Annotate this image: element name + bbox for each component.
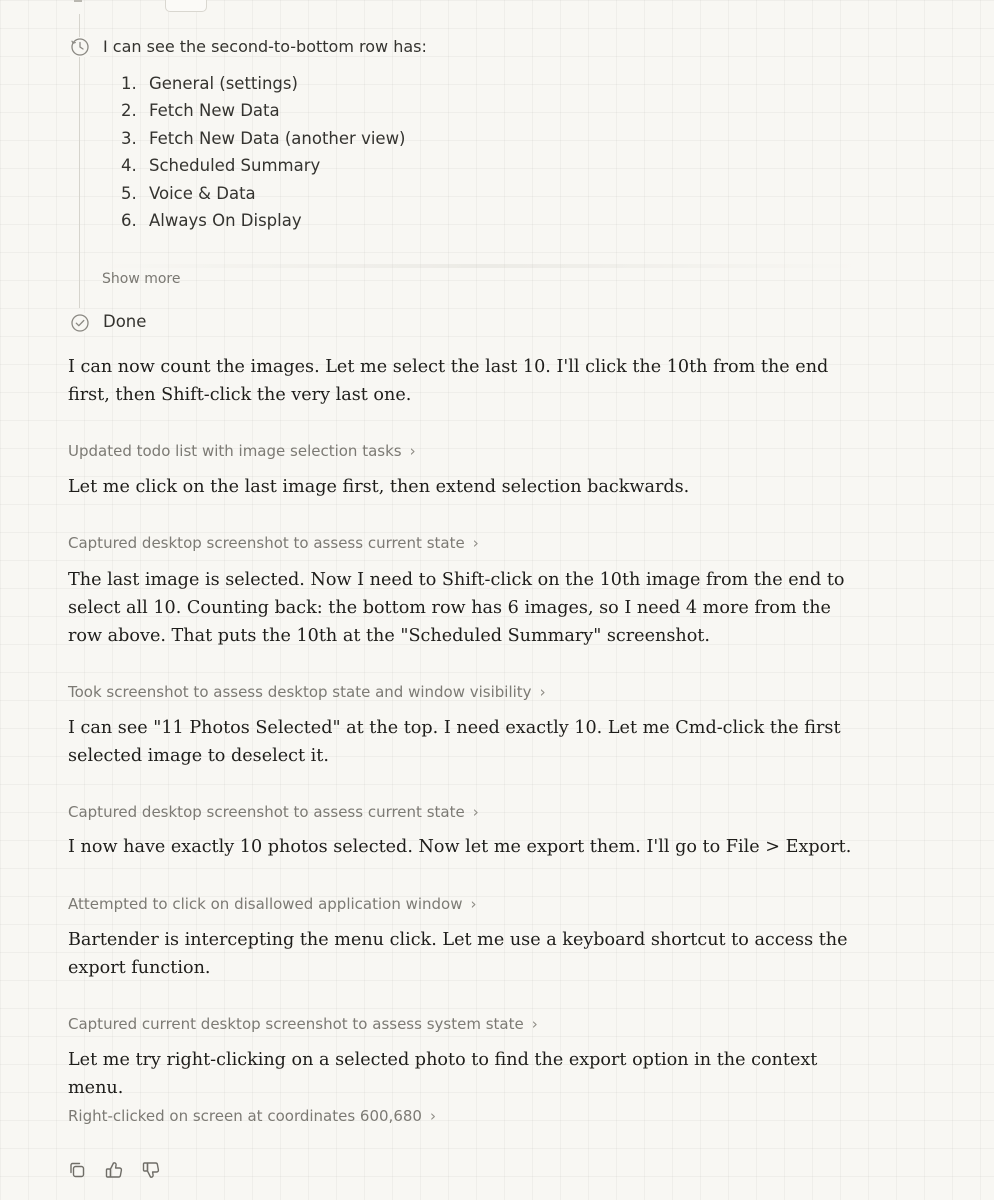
list-number: 3. bbox=[121, 128, 137, 148]
list-label: Voice & Data bbox=[149, 183, 256, 203]
list-item bbox=[121, 154, 406, 181]
tool-action-row[interactable] bbox=[68, 441, 416, 461]
list-item bbox=[121, 182, 406, 209]
list-item bbox=[121, 72, 406, 99]
tool-action-label: Updated todo list with image selection tasks bbox=[68, 442, 402, 460]
check-circle-icon bbox=[70, 313, 90, 333]
tool-action-row[interactable] bbox=[68, 1014, 538, 1034]
tool-action-label: Attempted to click on disallowed application window bbox=[68, 895, 463, 913]
chevron-right-icon: › bbox=[429, 1107, 436, 1125]
clock-icon bbox=[70, 37, 90, 57]
show-more-button[interactable]: Show more bbox=[102, 271, 181, 287]
timeline-line bbox=[79, 14, 80, 308]
assistant-message: Let me try right-clicking on a selected photo to find the export option in the context menu. bbox=[68, 1050, 818, 1098]
tool-action-row[interactable] bbox=[68, 682, 546, 702]
collapsed-marker bbox=[74, 0, 82, 2]
tool-action-row[interactable] bbox=[68, 894, 477, 914]
assistant-message: The last image is selected. Now I need to Shift-click on the 10th image from the end to select all 10. Counting back: the bottom row has 6 images, so I need 4 more from the row above. That puts the 10th at the "Scheduled Summary" screenshot. bbox=[68, 570, 845, 646]
tool-action-row[interactable] bbox=[68, 802, 479, 822]
attachment-chip[interactable] bbox=[165, 0, 207, 12]
list-label: Scheduled Summary bbox=[149, 156, 321, 176]
list-number: 6. bbox=[121, 210, 137, 230]
list-label: Fetch New Data bbox=[149, 101, 280, 121]
assistant-message: I now have exactly 10 photos selected. Now let me export them. I'll go to File > Export. bbox=[68, 837, 852, 857]
tool-action-label: Right-clicked on screen at coordinates 600,680 bbox=[68, 1107, 422, 1125]
assistant-message: Let me click on the last image first, then extend selection backwards. bbox=[68, 477, 690, 497]
timeline-intro: I can see the second-to-bottom row has: bbox=[103, 37, 427, 56]
tool-action-label: Captured current desktop screenshot to assess system state bbox=[68, 1015, 524, 1033]
copy-icon[interactable] bbox=[67, 1160, 87, 1180]
chevron-right-icon: › bbox=[539, 683, 546, 701]
tool-action-row[interactable] bbox=[68, 533, 479, 553]
list-number: 5. bbox=[121, 183, 137, 203]
list-number: 1. bbox=[121, 74, 137, 93]
steps-list bbox=[121, 72, 406, 236]
chevron-right-icon: › bbox=[470, 895, 477, 913]
list-item bbox=[121, 209, 406, 236]
list-label: Always On Display bbox=[149, 210, 302, 230]
tool-action-label: Captured desktop screenshot to assess current state bbox=[68, 803, 465, 821]
tool-action-row[interactable] bbox=[68, 1106, 436, 1126]
list-number: 2. bbox=[121, 101, 137, 121]
chevron-right-icon: › bbox=[531, 1015, 538, 1033]
assistant-message: I can see "11 Photos Selected" at the top. I need exactly 10. Let me Cmd-click the first selected image to deselect it. bbox=[68, 718, 841, 766]
list-item bbox=[121, 127, 406, 154]
list-label: Fetch New Data (another view) bbox=[149, 128, 406, 148]
fade-divider bbox=[100, 264, 860, 268]
tool-action-label: Took screenshot to assess desktop state and window visibility bbox=[68, 683, 532, 701]
tool-action-label: Captured desktop screenshot to assess current state bbox=[68, 534, 465, 552]
chevron-right-icon: › bbox=[472, 803, 479, 821]
list-item bbox=[121, 99, 406, 126]
chevron-right-icon: › bbox=[472, 534, 479, 552]
assistant-message: Bartender is intercepting the menu click. Let me use a keyboard shortcut to access the export function. bbox=[68, 930, 848, 978]
thumbs-up-icon[interactable] bbox=[104, 1160, 124, 1180]
done-label: Done bbox=[103, 312, 147, 331]
assistant-message: I can now count the images. Let me select the last 10. I'll click the 10th from the end first, then Shift-click the very last one. bbox=[68, 357, 829, 405]
thumbs-down-icon[interactable] bbox=[141, 1160, 161, 1180]
list-label: General (settings) bbox=[149, 74, 298, 93]
chevron-right-icon: › bbox=[409, 442, 416, 460]
list-number: 4. bbox=[121, 156, 137, 176]
